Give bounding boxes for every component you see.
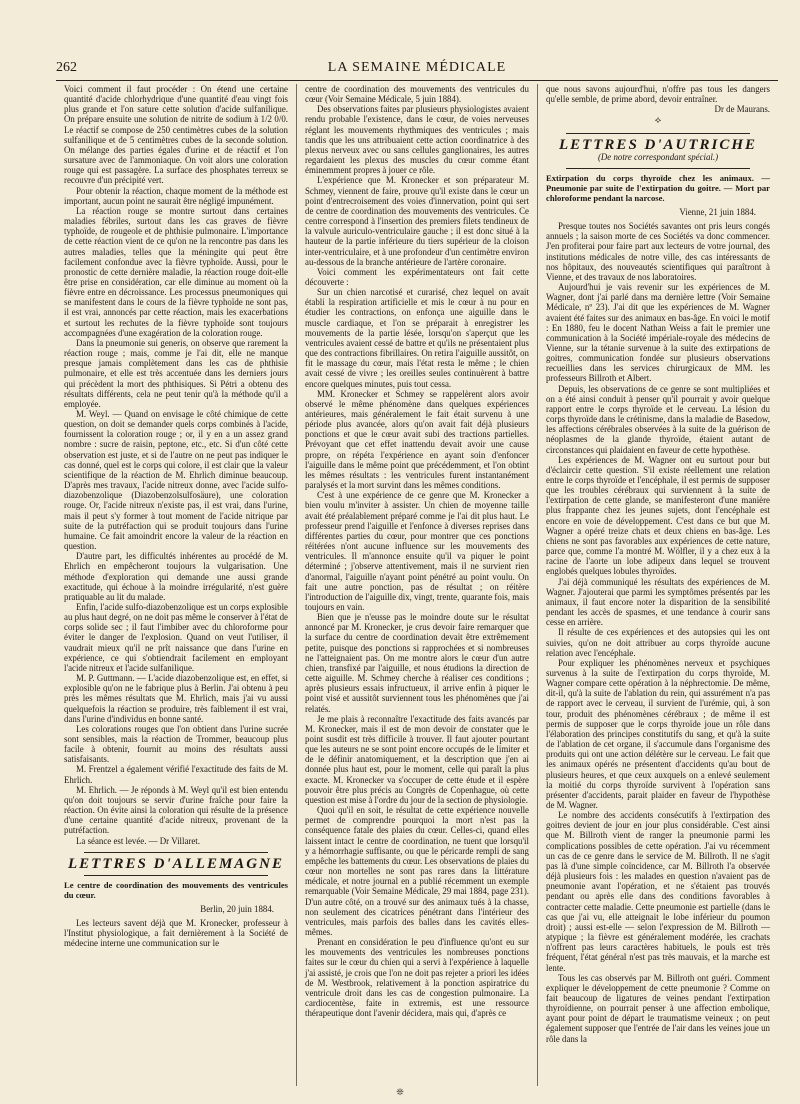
paragraph: Tous les cas observés par M. Billroth ont guéri. Comment expliquer le développement de cette pneumonie ? Comme on fait beaucoup de ligatures de veines pendant l'extirpation thyroïdienne, on pourrait penser à une affection embolique, ayant pour point de départ le traumatisme veineux ; on peut également supposer que l'entrée de l'air dans les veines joue un rôle dans la (546, 972, 770, 1044)
paragraph: Voici comment les expérimentateurs ont fait cette découverte : (305, 266, 529, 287)
paragraph: La réaction rouge se montre surtout dans certaines maladies fébriles, surtout dans les cas graves de fièvre typhoïde, de rougeole et de phthisie pulmonaire. L'importance de cette réaction vient de ce qu'on ne la rencontre pas dans les autres maladies, telles que la méningite qui peut être facilement confondue avec la fièvre typhoïde. Aussi, pour le pronostic de cette dernière maladie, la réaction rouge doit-elle être prise en considération, car elle diminue au moment où la fièvre entre en décroissance. Les processus pneumoniques qui se manifestent dans le cours de la fièvre typhoïde ne sont pas, il est vrai, annoncés par cette réaction, mais les exacerbations et surtout les rechutes de la fièvre typhoïde sont toujours accompagnées d'une exagération de la coloration rouge. (64, 205, 288, 338)
running-head (56, 60, 778, 82)
paragraph: Pour expliquer les phénomènes nerveux et psychiques survenus à la suite de l'extirpation du corps thyroïde, M. Wagner compare cette opération à la néphrectomie. De même, dit-il, qu'à la suite de l'ablation du rein, qui assurément n'a pas de rapport avec le cerveau, il survient de l'urémie, qui, à son tour, produit des phénomènes cérébraux ; de même il est permis de supposer que le corps thyroïde joue un rôle dans l'élaboration des principes constitutifs du sang, et qu'à la suite de l'ablation de cet organe, il s'accumule dans l'organisme des produits qui ont une action délétère sur le cerveau. Le fait que les animaux opérés ne présentent d'accidents qu'au bout de plusieurs heures, et que ceux auxquels on a enlevé seulement la moitié du corps thyroïde survivent à l'opération sans présenter d'accidents, parait plaider en faveur de l'hypothèse de M. Wagner. (546, 657, 770, 810)
paragraph: Des observations faites par plusieurs physiologistes avaient rendu probable l'existence, dans le cœur, de voies nerveuses réglant les mouvements rhythmiques des ventricules ; mais tandis que les uns attribuaient cette action coordinatrice à des plexus nerveux avec ou sans cellules ganglionaires, les autres regardaient les plexus des muscles du cœur comme étant éminemment propres à jouer ce rôle. (305, 104, 529, 176)
dateline: Vienne, 21 juin 1884. (679, 206, 756, 217)
section-rule (566, 133, 750, 134)
section-title-autriche: LETTRES D'AUTRICHE (558, 136, 758, 153)
paragraph: M. P. Guttmann. — L'acide diazobenzolique est, en effet, si explosible qu'on ne le fabrique plus à Berlin. J'ai obtenu à peu près les mêmes résultats que M. Ehrlich, mais j'ai vu aussi quelquefois la réaction se produire, très faiblement il est vrai, dans l'urine d'individus en bonne santé. (64, 673, 288, 724)
paragraph: Bien que je n'eusse pas le moindre doute sur le résultat annoncé par M. Kronecker, je crus devoir faire remarquer que la surface du centre de coordination devait être extrêmement petite, puisque des ponctions si rapprochées et si nombreuses ne l'atteignaient pas. On me montre alors le cœur d'un autre chien, transfixé par l'aiguille, et nous étudions la direction de cette aiguille. M. Schmey cherche à réaliser ces conditions ; après plusieurs essais infructueux, il arrive enfin à piquer le point visé et aussitôt surviennent tous les phénomènes que j'ai relatés. (305, 612, 529, 714)
text-columns (56, 84, 778, 1086)
paragraph: La séance est levée. — Dr Villaret. (76, 835, 200, 846)
article-summary: Le centre de coordination des mouvements des ventricules du cœur. (64, 879, 288, 900)
paragraph: M. Frentzel a également vérifié l'exactitude des faits de M. Ehrlich. (64, 764, 288, 785)
paragraph: L'expérience que M. Kronecker et son préparateur M. Schmey, viennent de faire, prouve qu'il existe dans le cœur un point d'entrecroisement des voies d'innervation, point qui sert de centre de coordination des mouvements des ventricules. Ce centre correspond à l'insertion des premiers filets tendineux de la valvule auriculo-ventriculaire gauche ; il est donc situé à la hauteur de la partie inférieure du tiers supérieur de la cloison inter-ventriculaire, et à une profondeur d'un centimètre environ au-dessous de la branche antérieure de l'artère coronaire. (305, 175, 529, 267)
dateline: Berlin, 20 juin 1884. (200, 903, 274, 914)
footer-ornament-icon: ❊ (396, 1087, 404, 1097)
paragraph: que nous savons aujourd'hui, n'offre pas tous les dangers qu'elle semble, de prime abord, devoir entraîner. (546, 84, 770, 105)
paragraph: M. Ehrlich. — Je réponds à M. Weyl qu'il est bien entendu qu'on doit toujours se servir d'urine fraîche pour faire la réaction. On évite ainsi la coloration qui résulte de la présence d'une certaine quantité d'acide nitreux, provenant de la putréfaction. (64, 784, 288, 836)
ornament-icon: ⟡ (654, 115, 662, 127)
paragraph: M. Weyl. — Quand on envisage le côté chimique de cette question, on doit se demander quels corps combinés à l'acide, fournissent la coloration rouge ; or, il y en a un assez grand nombre : sucre de raisin, peptone, etc., etc. Si d'un côté cette observation est juste, et si de l'autre on ne peut pas indiquer le cas donné, quel est le corps qui colore, il est clair que la valeur scientifique de la réaction de M. Ehrlich diminue beaucoup. D'après mes travaux, l'acide nitreux donne, avec l'acide sulfo-diazobenzolique (Diazobenzolsulfosäure), une coloration rouge. Or, l'acide nitreux n'existe pas, il est vrai, dans l'urine, mais il peut s'y former à tout moment de l'acide nitrique par suite de la putréfaction qui se produit toujours dans l'urine humaine. Ce fait amoindrit encore la valeur de la réaction en question. (64, 409, 288, 552)
paragraph: Il résulte de ces expériences et des autopsies qui les ont suivies, qu'on ne doit attribuer au corps thyroïde aucune relation avec l'encéphale. (546, 627, 770, 658)
header-rule (56, 80, 778, 81)
column-divider (537, 84, 538, 1086)
paragraph: Quoi qu'il en soit, le résultat de cette expérience nouvelle permet de comprendre pourquoi la mort n'est pas la conséquence fatale des plaies du cœur. Celles-ci, quand elles laissent intact le centre de coordination, ne tuent que lorsqu'il y a hémorrhagie suffisante, ou que le péricarde rempli de sang empêche les battements du cœur. Les observations de plaies du cœur non mortelles ne sont pas rares dans la littérature médicale, et notre journal en a publié récemment un exemple remarquable (Voir Semaine Médicale, 29 mai 1884, page 231). D'un autre côté, on a trouvé sur des animaux tués à la chasse, non seulement des cicatrices pénétrant dans l'intérieur des ventricules, mais parfois des balles dans les cavités elles-mêmes. (305, 805, 529, 937)
section-subtitle: (De notre correspondant spécial.) (597, 151, 719, 162)
paragraph: Dans la pneumonie sui generis, on observe que rarement la réaction rouge ; mais, comme je l'ai dit, elle ne manque presque jamais complètement dans les cas de phthisie pulmonaire, et elle est très accentuée dans les derniers jours qui précèdent la mort des phthisiques. Si Pétri a obtenu des résultats différents, cela ne peut tenir qu'à la méthode qu'il a employée. (64, 337, 288, 409)
paragraph: Les colorations rouges que l'on obtient dans l'urine sucrée sont sensibles, mais la réaction de Trommer, beaucoup plus facile à obtenir, fournit au moins des résultats aussi satisfaisants. (64, 723, 288, 765)
paragraph: Aujourd'hui je vais revenir sur les expériences de M. Wagner, dont j'ai parlé dans ma dernière lettre (Voir Semaine Médicale, nº 23). J'ai dit que les expériences de M. Wagner avaient été faites sur des animaux en bas-âge. En voici le motif : En 1880, feu le docent Nathan Weiss a fait le premier une communication à la Société impériale-royale des médecins de Vienne, sur la tétanie survenue à la suite des extirpations de goitres, communication fondée sur plusieurs observations recueillies dans les services chirurgicaux de MM. les professeurs Billroth et Albert. (546, 282, 770, 384)
paragraph: Les lecteurs savent déjà que M. Kronecker, professeur à l'Institut physiologique, a fait dernièrement à la Société de médecine interne une communication sur le (64, 918, 288, 949)
column-1 (56, 84, 296, 1086)
paragraph: Presque toutes nos Sociétés savantes ont pris leurs congés annuels ; la saison morte de ces Sociétés va donc commencer. J'en profiterai pour faire part aux lecteurs de votre journal, des institutions médicales de notre ville, des cas intéressants de nos hôpitaux, des nouveautés scientifiques qui paraîtront à Vienne, et des travaux de nos laboratoires. (546, 221, 770, 282)
paragraph: Voici comment il faut procéder : On étend une certaine quantité d'acide chlorhydrique d'une quantité d'eau vingt fois plus grande et l'on sature cette solution d'acide sulfanilique. On prépare ensuite une solution de nitrite de sodium à 1/2 0/0. Le réactif se compose de 250 centimètres cubes de la solution sulfanilique et de 5 centimètres cubes de la seconde solution. On mélange des parties égales d'urine et de réactif et l'on sursature avec de l'ammoniaque. On voit alors une coloration rouge qui est passagère. La surface des phosphates terreux se recouvre d'un précipité vert. (64, 84, 288, 186)
paragraph: Les expériences de M. Wagner ont eu surtout pour but d'éclaircir cette question. S'il existe réellement une relation entre le corps thyroïde et l'encéphale, il est permis de supposer que les troubles cérébraux qui surviennent à la suite de l'extirpation de cette glande, se manifesteront d'une manière plus frappante chez les jeunes sujets, dont l'encéphale est encore en voie de développement. C'est dans ce but que M. Wagner a opéré treize chats et deux chiens en bas-âge. Les chiens ne sont pas favorables aux expériences de cette nature, parce que, comme l'a montré M. Wölfler, il y a chez eux à la racine de l'aorte un lobe adipeux dans lequel se trouvent englobés quelques lobules thyroïdes. (546, 454, 770, 577)
article-summary: Extirpation du corps thyroïde chez les animaux. — Pneumonie par suite de l'extirpation du goitre. — Mort par chloroforme pendant la narcose. (546, 172, 770, 203)
paragraph: C'est à une expérience de ce genre que M. Kronecker a bien voulu m'inviter à assister. Un chien de moyenne taille avait été préalablement préparé comme je l'ai dit plus haut. Le professeur prend l'aiguille et l'enfonce à diverses reprises dans différentes parties du cœur, pour montrer que ces ponctions réitérées n'ont aucune influence sur les mouvements des ventricules. Il m'annonce ensuite qu'il va piquer le point déterminé ; j'observe attentivement, mais il ne survient rien d'anormal, l'aiguille n'ayant point pénétré au point voulu. On fait une autre ponction, pas de résultat ; on réitère l'introduction de l'aiguille dix, vingt, trente, quarante fois, mais toujours en vain. (305, 490, 529, 612)
column-2 (297, 84, 537, 1086)
section-rule (84, 852, 268, 853)
journal-title: LA SEMAINE MÉDICALE (327, 60, 507, 75)
paragraph: MM. Kronecker et Schmey se rappelèrent alors avoir observé le même phénomène dans quelques expériences antérieures, mais généralement le fait était survenu à une période plus avancée, alors qu'on avait fait déjà plusieurs ponctions et que le cœur avait subi des tractions partielles. Prévoyant que cet effet inattendu devait avoir une cause propre, on répéta l'expérience en ayant soin d'enfoncer l'aiguille dans le même point que précédemment, et l'on obtint les mêmes résultats : les ventricules furent instantanément paralysés et la mort survint dans les mêmes conditions. (305, 388, 529, 491)
paragraph: D'autre part, les difficultés inhérentes au procédé de M. Ehrlich en empêcheront toujours la vulgarisation. Une méthode d'exploration qui demande une aussi grande exactitude, qui échoue à la moindre irrégularité, n'est guère pratiquable au lit du malade. (64, 551, 288, 602)
paragraph: Je me plais à reconnaître l'exactitude des faits avancés par M. Kronecker, mais il est de mon devoir de constater que le point susdit est très difficile à trouver. Il faut ajouter pourtant que les auteurs ne se sont point encore occupés de le limiter et de le définir anatomiquement, et la description que j'en ai donnée plus haut est, pour le moment, celle qui paraît la plus exacte. M. Kronecker va s'occuper de cette étude et il espère pouvoir être plus précis au Congrès de Copenhague, où cette question est mise à l'ordre du jour de la section de physiologie. (305, 713, 529, 805)
signature: Dr de Maurans. (714, 104, 770, 115)
section-rule (84, 875, 268, 876)
column-divider (296, 84, 297, 1086)
paragraph: Pour obtenir la réaction, chaque moment de la méthode est important, aucun point ne saurait être négligé impunément. (64, 185, 288, 206)
column-3 (538, 84, 778, 1086)
paragraph: Depuis, les observations de ce genre se sont multipliées et on a été ainsi conduit à penser qu'il pourrait y avoir quelque rapport entre le corps thyroïde et le cerveau. La lésion du corps thyroïde dans le crétinisme, dans la maladie de Basedow, les affections cérébrales observées à la suite de la guérison de néoplasmes de la glande thyroïde, étaient autant de circonstances qui plaidaient en faveur de cette hypothèse. (546, 383, 770, 455)
section-title-allemagne: LETTRES D'ALLEMAGNE (68, 855, 284, 872)
paragraph: Le nombre des accidents consécutifs à l'extirpation des goitres devient de jour en jour plus considérable. C'est ainsi que M. Billroth vient de ranger la pneumonie parmi les complications possibles de cette opération. J'ai vu récemment un cas de ce genre dans le service de M. Billroth. Il ne s'agit pas là d'une simple coïncidence, car M. Billroth l'a observée déjà plusieurs fois : les malades en question n'avaient pas de pneumonie avant l'opération, et ne s'étaient pas trouvés pendant ou après elle dans des conditions favorables à contracter cette maladie. Cette pneumonie est partielle (dans le cas que j'ai vu, elle atteignait le lobe inférieur du poumon droit) ; aussi est-elle — selon l'expression de M. Billroth — atypique ; la fièvre est généralement modérée, les crachats n'offrent pas leurs caractères habituels, le pouls est très fréquent, l'état général n'est pas très mauvais, et la marche est lente. (546, 810, 770, 973)
paragraph: Sur un chien narcotisé et curarisé, chez lequel on avait établi la respiration artificielle et mis le cœur à nu pour en étudier les contractions, on enfonça une aiguille dans le muscle cardiaque, et l'on se préparait à enregistrer les mouvements de la partie lésée, lorsqu'on s'aperçut que les ventricules avaient cessé de battre et qu'ils ne présentaient plus que des contractions fibrillaires. On retira l'aiguille aussitôt, on fit le massage du cœur, mais l'état resta le même ; le chien avait cessé de vivre ; les oreilles seules continuèrent à battre encore quelques minutes, puis tout cessa. (305, 287, 529, 389)
page-number: 262 (56, 60, 77, 75)
paragraph: centre de coordination des mouvements des ventricules du cœur (Voir Semaine Médicale, 5 juin 1884). (305, 84, 529, 105)
paragraph: J'ai déjà communiqué les résultats des expériences de M. Wagner. J'ajouterai que parmi les symptômes présentés par les animaux, il faut encore noter la disparition de la sensibilité pendant les accès de spasmes, et une tendance à courir sans cesse en arrière. (546, 576, 770, 628)
section-rule (566, 168, 750, 169)
paragraph: Prenant en considération le peu d'influence qu'ont eu sur les mouvements des ventricules les nombreuses ponctions faites sur le cœur du chien qui a servi à l'expérience à laquelle j'ai assisté, je crois que l'on ne doit pas rejeter a priori les idées de M. Westbrook, relativement à la ponction aspiratrice du ventricule droit dans les cas de congestion pulmonaire. La cardiocentèse, faite in extremis, est une ressource thérapeutique dont l'avenir décidera, mais qui, d'après ce (305, 937, 529, 1019)
paragraph: Enfin, l'acide sulfo-diazobenzolique est un corps explosible au plus haut degré, on ne doit pas même le conserver à l'état de corps solide sec ; il faut l'imbiber avec du chloroforme pour éviter le danger de l'explosion. Quand on veut l'utiliser, il vaudrait mieux qu'il ne prît naissance que dans l'urine en expérience, ce qui s'obtiendrait facilement en employant l'acide nitreux et l'acide sulfanilique. (64, 601, 288, 673)
